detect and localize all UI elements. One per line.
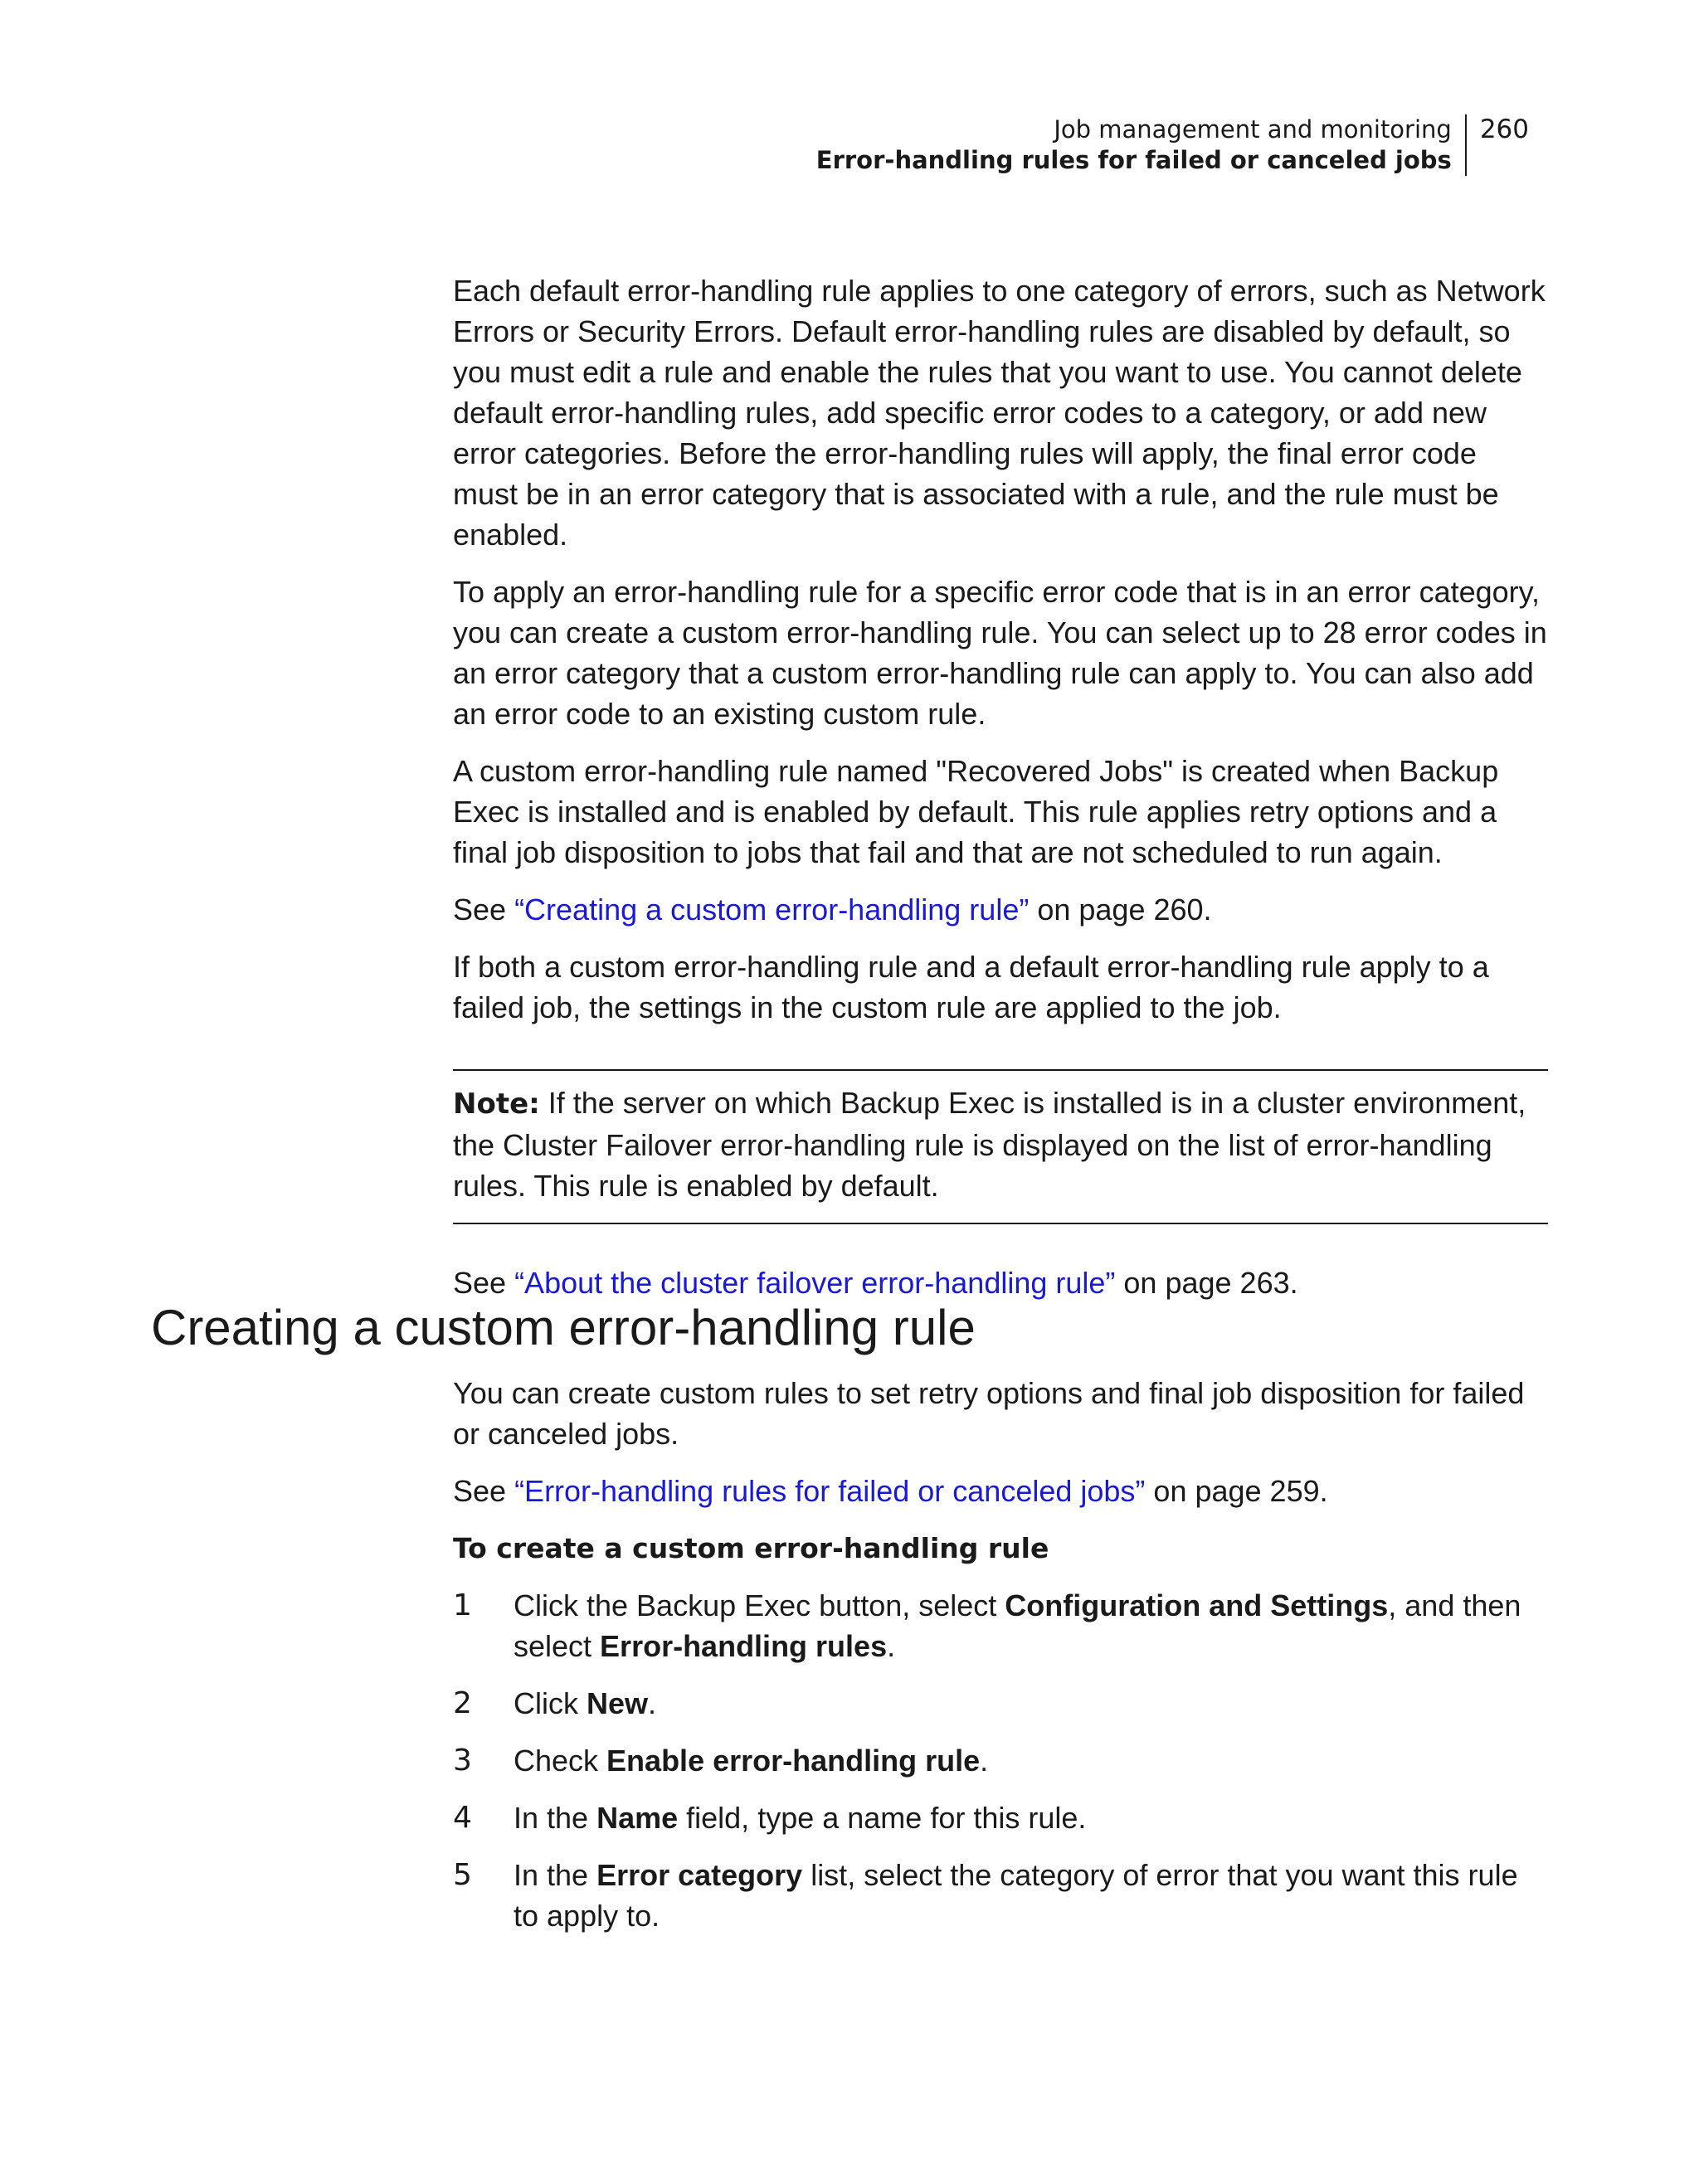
ui-term: Error category (596, 1858, 803, 1892)
procedure-steps (453, 1585, 1548, 1936)
step-text: Check Enable error-handling rule. (514, 1744, 989, 1778)
step-number: 5 (453, 1858, 472, 1892)
ui-term: Error-handling rules (600, 1629, 888, 1663)
cluster-failover-rule-link[interactable]: “About the cluster failover error-handling rule” (514, 1266, 1116, 1300)
ui-term: Configuration and Settings (1005, 1588, 1389, 1622)
step-number: 2 (453, 1686, 472, 1720)
running-header-text (816, 114, 1467, 176)
running-header (816, 114, 1529, 176)
note-box (453, 1069, 1548, 1224)
step-number: 1 (453, 1588, 472, 1622)
see-prefix: See (453, 1266, 515, 1300)
creating-custom-rule-link[interactable]: “Creating a custom error-handling rule” (514, 893, 1030, 927)
note-label: Note: (453, 1087, 540, 1121)
step-text: Click the Backup Exec button, select Configuration and Settings, and then select Error-handling rules. (514, 1588, 1521, 1663)
step-text: Click New. (514, 1686, 657, 1720)
error-handling-rules-link[interactable]: “Error-handling rules for failed or canceled jobs” (514, 1474, 1146, 1508)
see-suffix: on page 263. (1115, 1266, 1298, 1300)
section-column (453, 1373, 1548, 1953)
page-number: 260 (1479, 114, 1529, 144)
see-prefix: See (453, 893, 515, 927)
note-text: If the server on which Backup Exec is installed is in a cluster environment, the Cluster Failover error-handling rule is displayed on the list of error-handling rules. This rule is enabled by default. (453, 1086, 1526, 1203)
see-suffix: on page 259. (1145, 1474, 1328, 1508)
section-title: Error-handling rules for failed or canceled jobs (815, 146, 1452, 174)
ui-term: Enable error-handling rule (606, 1744, 981, 1778)
intro-paragraph-4: If both a custom error-handling rule and a default error-handling rule apply to a failed job, the settings in the custom rule are applied to the job. (453, 950, 1489, 1024)
intro-column (453, 270, 1548, 1303)
section-paragraph-1: You can create custom rules to set retry options and final job disposition for failed or canceled jobs. (453, 1376, 1525, 1451)
step-item (453, 1585, 1548, 1666)
see-also-3 (453, 1471, 1548, 1511)
step-item (453, 1855, 1548, 1936)
see-prefix: See (453, 1474, 515, 1508)
intro-paragraph-1: Each default error-handling rule applies to one category of errors, such as Network Errors or Security Errors. Default error-handling rules are disabled by default, so you must edit a rule and enable the rules that you want to use. You cannot delete default error-handling rules, add specific error codes to a category, or add new error categories. Before the error-handling rules will apply, the final error code must be in an error category that is associated with a rule, and the rule must be enabled. (453, 274, 1546, 552)
step-item (453, 1797, 1548, 1838)
step-number: 3 (453, 1744, 472, 1778)
section-heading: Creating a custom error-handling rule (151, 1300, 976, 1355)
step-item (453, 1740, 1548, 1781)
see-also-1 (453, 889, 1548, 930)
step-number: 4 (453, 1801, 472, 1835)
note-paragraph (453, 1082, 1548, 1206)
step-text: In the Name field, type a name for this rule. (514, 1801, 1087, 1835)
step-text: In the Error category list, select the category of error that you want this rule to apply to. (514, 1858, 1518, 1933)
see-also-2 (453, 1262, 1548, 1303)
see-suffix: on page 260. (1029, 893, 1212, 927)
procedure-title: To create a custom error-handling rule (453, 1532, 1049, 1564)
intro-paragraph-2: To apply an error-handling rule for a specific error code that is in an error category, you can create a custom error-handling rule. You can select up to 28 error codes in an error category that a custom error-handling rule can apply to. You can also add an error code to an existing custom rule. (453, 575, 1547, 731)
ui-term: New (587, 1686, 649, 1720)
step-item (453, 1683, 1548, 1724)
ui-term: Name (596, 1801, 679, 1835)
chapter-title: Job management and monitoring (1054, 115, 1452, 143)
intro-paragraph-3: A custom error-handling rule named "Recovered Jobs" is created when Backup Exec is installed and is enabled by default. This rule applies retry options and a final job disposition to jobs that fail and that are not scheduled to run again. (453, 754, 1499, 869)
